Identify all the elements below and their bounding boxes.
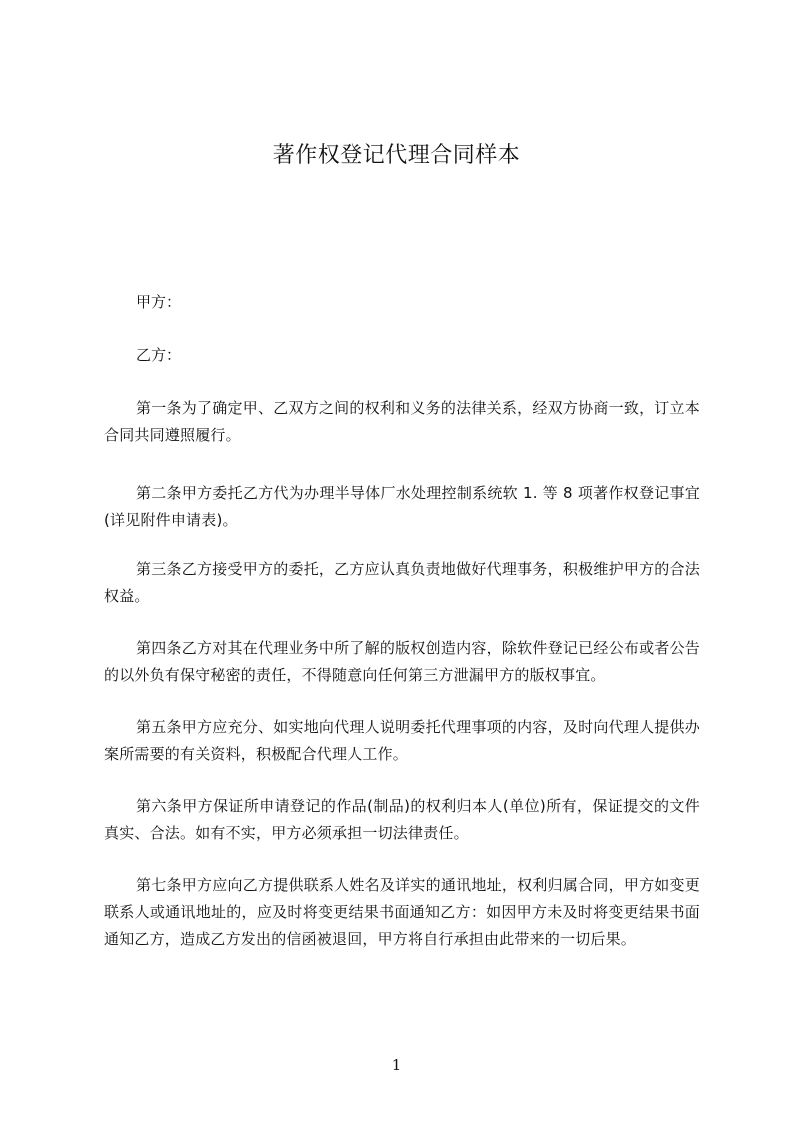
party-a-label: 甲方： (136, 293, 182, 311)
article-4: 第四条乙方对其在代理业务中所了解的版权创造内容，除软件登记已经公布或者公告的以外负有保守秘密的责任，不得随意向任何第三方泄漏甲方的版权事宜。 (104, 639, 700, 684)
article-5: 第五条甲方应充分、如实地向代理人说明委托代理事项的内容，及时向代理人提供办案所需要的有关资料，积极配合代理人工作。 (104, 718, 700, 763)
page-number: 1 (391, 1056, 402, 1074)
article-1: 第一条为了确定甲、乙双方之间的权利和义务的法律关系，经双方协商一致，订立本合同共同遵照履行。 (104, 399, 700, 444)
document-title: 著作权登记代理合同样本 (272, 143, 521, 168)
article-6: 第六条甲方保证所申请登记的作品(制品)的权利归本人(单位)所有，保证提交的文件真实、合法。如有不实，甲方必须承担一切法律责任。 (104, 797, 700, 842)
article-7: 第七条甲方应向乙方提供联系人姓名及详实的通讯地址，权利归属合同，甲方如变更联系人或通讯地址的，应及时将变更结果书面通知乙方：如因甲方未及时将变更结果书面通知乙方，造成乙方发出的信函被退回，甲方将自行承担由此带来的一切后果。 (104, 876, 700, 948)
article-2: 第二条甲方委托乙方代为办理半导体厂水处理控制系统软 1. 等 8 项著作权登记事宜(详见附件申请表)。 (104, 484, 700, 529)
party-b-label: 乙方： (136, 346, 182, 364)
article-3: 第三条乙方接受甲方的委托，乙方应认真负责地做好代理事务，积极维护甲方的合法权益。 (104, 560, 700, 605)
